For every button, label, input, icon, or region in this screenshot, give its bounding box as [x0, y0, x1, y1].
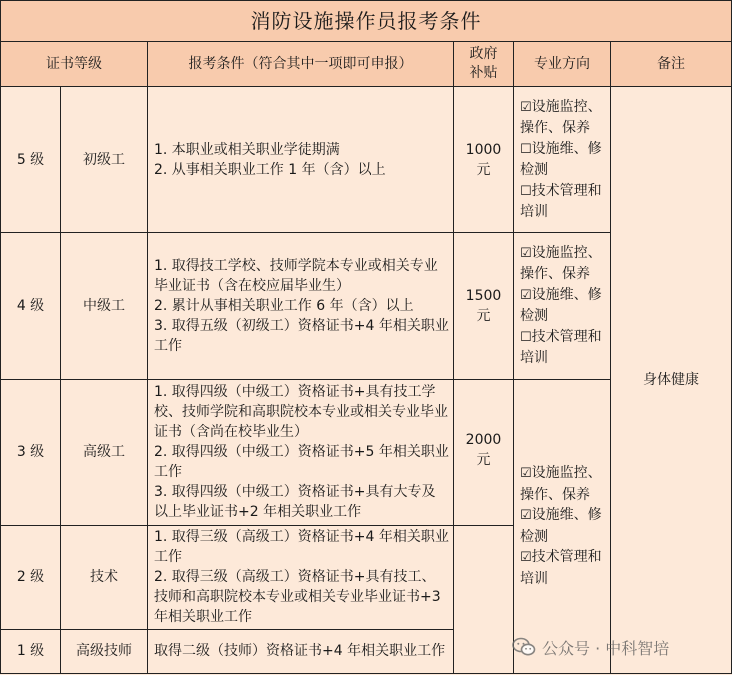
conditions-cell	[148, 629, 454, 673]
direction-item	[520, 181, 606, 223]
direction-text: 设施维、修检测	[520, 140, 602, 179]
header-subsidy	[454, 42, 514, 87]
checkbox-icon: ☑	[520, 550, 532, 566]
checkbox-icon: ☐	[520, 141, 532, 157]
level-name-cell: 初级工	[61, 87, 148, 233]
level-name-cell: 高级工	[61, 379, 148, 525]
grade-cell: 5 级	[1, 87, 61, 233]
subsidy-unit: 元	[476, 307, 491, 324]
header-conditions: 报考条件（符合其中一项即可申报）	[148, 42, 454, 87]
header-remarks: 备注	[611, 42, 732, 87]
checkbox-icon: ☐	[520, 329, 532, 345]
condition-item: 3. 取得四级（中级工）资格证书+具有大专及以上毕业证书+2 年相关职业工作	[154, 484, 436, 521]
subsidy-unit: 元	[476, 451, 491, 468]
condition-item: 1. 本职业或相关职业学徒期满	[154, 141, 340, 158]
direction-text: 设施监控、操作、保养	[520, 98, 602, 137]
conditions-cell	[148, 233, 454, 379]
grade-cell: 1 级	[1, 629, 61, 673]
remarks-cell: 身体健康	[611, 87, 732, 674]
condition-item: 取得二级（技师）资格证书+4 年相关职业工作	[154, 643, 446, 660]
condition-item: 2. 取得四级（中级工）资格证书+5 年相关职业工作	[154, 444, 449, 481]
title-row	[1, 1, 732, 42]
direction-text: 技术管理和培训	[520, 182, 602, 221]
direction-item	[520, 285, 606, 327]
subsidy-amount: 1000	[465, 141, 502, 158]
checkbox-icon: ☑	[520, 466, 532, 482]
direction-cell	[514, 233, 611, 379]
direction-text: 设施监控、操作、保养	[520, 465, 602, 503]
conditions-cell	[148, 379, 454, 525]
header-level: 证书等级	[1, 42, 148, 87]
header-direction: 专业方向	[514, 42, 611, 87]
conditions-cell	[148, 87, 454, 233]
subsidy-cell	[454, 379, 514, 525]
direction-item	[520, 139, 606, 181]
direction-text: 设施维、修检测	[520, 507, 602, 545]
direction-item	[520, 547, 606, 589]
checkbox-icon: ☑	[520, 99, 532, 115]
direction-text: 技术管理和培训	[520, 549, 602, 587]
direction-item	[520, 97, 606, 139]
direction-item	[520, 463, 606, 505]
table-title: 消防设施操作员报考条件	[1, 1, 732, 42]
grade-cell: 2 级	[1, 525, 61, 629]
header-subsidy-line1: 政府	[469, 46, 498, 63]
checkbox-icon: ☑	[520, 287, 532, 303]
level-name-cell: 中级工	[61, 233, 148, 379]
direction-item	[520, 243, 606, 285]
direction-item	[520, 327, 606, 369]
condition-item: 1. 取得技工学校、技师学院本专业或相关专业毕业证书（含在校应届毕业生）	[154, 257, 438, 294]
subsidy-cell	[454, 233, 514, 379]
table-row	[1, 87, 732, 233]
header-subsidy-line2: 补贴	[469, 65, 498, 82]
header-row	[1, 42, 732, 87]
direction-text: 技术管理和培训	[520, 328, 602, 367]
checkbox-icon: ☑	[520, 245, 532, 261]
subsidy-cell-empty	[454, 525, 514, 673]
subsidy-unit: 元	[476, 161, 491, 178]
grade-cell: 4 级	[1, 233, 61, 379]
conditions-cell	[148, 525, 454, 629]
condition-item: 1. 取得四级（中级工）资格证书+具有技工学校、技师学院和高职院校本专业或相关专业毕业证书（含尚在校毕业生）	[154, 384, 448, 441]
direction-text: 设施维、修检测	[520, 286, 602, 325]
subsidy-cell	[454, 87, 514, 233]
watermark	[512, 634, 724, 660]
level-name-cell: 技术	[61, 525, 148, 629]
condition-item: 1. 取得三级（高级工）资格证书+4 年相关职业工作	[154, 529, 449, 566]
checkbox-icon: ☐	[520, 183, 532, 199]
wechat-icon	[512, 637, 536, 657]
direction-cell	[514, 379, 611, 673]
condition-item: 2. 累计从事相关职业工作 6 年（含）以上	[154, 297, 414, 314]
level-name-cell: 高级技师	[61, 629, 148, 673]
subsidy-amount: 1500	[465, 287, 502, 304]
direction-cell	[514, 87, 611, 233]
condition-item: 2. 从事相关职业工作 1 年（含）以上	[154, 161, 386, 178]
condition-item: 2. 取得三级（高级工）资格证书+具有技工、技师和高职院校本专业或相关专业毕业证书+3 年相关职业工作	[154, 569, 441, 626]
direction-text: 设施监控、操作、保养	[520, 244, 602, 283]
subsidy-amount: 2000	[465, 431, 502, 448]
grade-cell: 3 级	[1, 379, 61, 525]
checkbox-icon: ☑	[520, 508, 532, 524]
condition-item: 3. 取得五级（初级工）资格证书+4 年相关职业工作	[154, 317, 449, 354]
direction-item	[520, 505, 606, 547]
watermark-text: 公众号 · 中科智培	[542, 638, 670, 658]
